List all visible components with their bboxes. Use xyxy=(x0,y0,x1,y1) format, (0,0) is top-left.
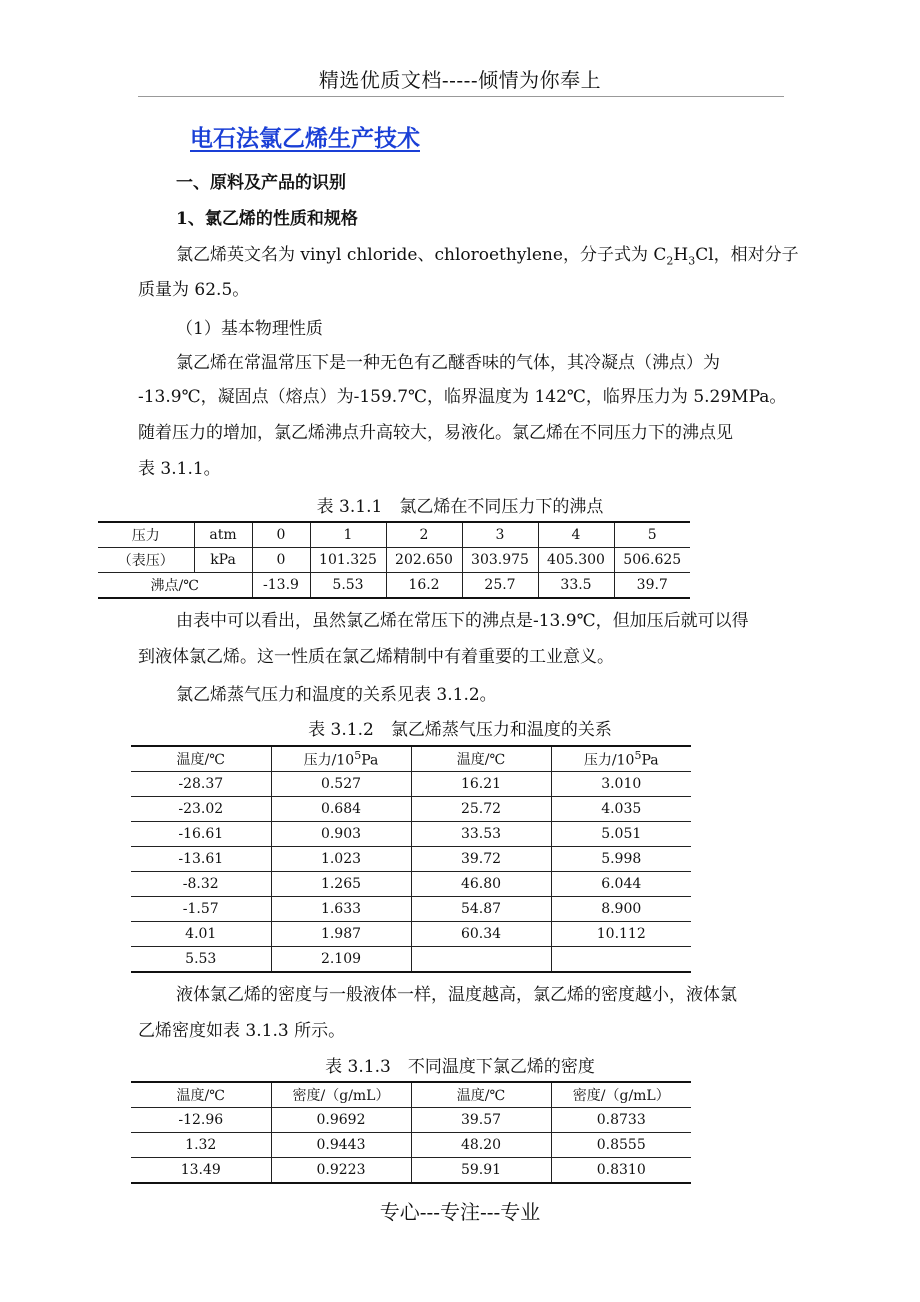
unit-cell: kPa xyxy=(194,548,252,573)
table-cell: 1.265 xyxy=(271,872,411,897)
table-cell: -16.61 xyxy=(131,822,271,847)
boiling-point-table xyxy=(98,521,690,599)
vapor-pressure-table xyxy=(131,745,691,973)
density-para-line-1: 液体氯乙烯的密度与一般液体一样，温度越高，氯乙烯的密度越小，液体氯 xyxy=(176,985,737,1005)
table-cell: 0.9692 xyxy=(271,1108,411,1133)
page-header: 精选优质文档-----倾情为你奉上 xyxy=(318,68,602,92)
table-cell: -13.9 xyxy=(252,573,310,599)
table-cell: 2 xyxy=(386,522,462,548)
physical-para-line-3: 随着压力的增加，氯乙烯沸点升高较大，易液化。氯乙烯在不同压力下的沸点见 xyxy=(138,423,733,443)
table-row xyxy=(131,822,691,847)
table-cell: 33.53 xyxy=(411,822,551,847)
table-cell: 6.044 xyxy=(551,872,691,897)
density-table xyxy=(131,1081,691,1184)
header-divider xyxy=(138,96,784,97)
col-header: 温度/℃ xyxy=(131,746,271,772)
table-header-row xyxy=(131,746,691,772)
table-cell: -28.37 xyxy=(131,772,271,797)
table-cell: 46.80 xyxy=(411,872,551,897)
density-para-line-2: 乙烯密度如表 3.1.3 所示。 xyxy=(138,1021,346,1041)
table-cell: 33.5 xyxy=(538,573,614,599)
table-cell: 0.9223 xyxy=(271,1158,411,1184)
table-cell: -13.61 xyxy=(131,847,271,872)
table-row xyxy=(131,1158,691,1184)
table-cell: 48.20 xyxy=(411,1133,551,1158)
table-cell: 1.32 xyxy=(131,1133,271,1158)
table-cell: 39.57 xyxy=(411,1108,551,1133)
table-row xyxy=(98,548,690,573)
table-row xyxy=(98,522,690,548)
table-cell: 202.650 xyxy=(386,548,462,573)
col-header: 温度/℃ xyxy=(411,1082,551,1108)
table-cell: 16.2 xyxy=(386,573,462,599)
table-cell: 5.53 xyxy=(310,573,386,599)
table-cell: 16.21 xyxy=(411,772,551,797)
document-title[interactable]: 电石法氯乙烯生产技术 xyxy=(190,125,420,152)
table-row xyxy=(131,922,691,947)
table-cell: 0 xyxy=(252,548,310,573)
table-cell: 0.8733 xyxy=(551,1108,691,1133)
after-t1-line-2: 到液体氯乙烯。这一性质在氯乙烯精制中有着重要的工业意义。 xyxy=(138,647,614,667)
table-cell: 101.325 xyxy=(310,548,386,573)
table-row xyxy=(131,872,691,897)
table-cell: 10.112 xyxy=(551,922,691,947)
table1-caption: 表 3.1.1 氯乙烯在不同压力下的沸点 xyxy=(316,497,604,517)
table-row xyxy=(131,847,691,872)
table-cell: -1.57 xyxy=(131,897,271,922)
table-cell: 25.7 xyxy=(462,573,538,599)
table2-caption: 表 3.1.2 氯乙烯蒸气压力和温度的关系 xyxy=(308,720,612,740)
table-cell: 506.625 xyxy=(614,548,690,573)
table-cell: 39.7 xyxy=(614,573,690,599)
table-cell xyxy=(551,947,691,973)
table-row xyxy=(131,947,691,973)
table-cell: 5 xyxy=(614,522,690,548)
table-cell: 0.9443 xyxy=(271,1133,411,1158)
table-cell: 8.900 xyxy=(551,897,691,922)
table-cell: 4.035 xyxy=(551,797,691,822)
table-cell: 0.903 xyxy=(271,822,411,847)
table-cell: 2.109 xyxy=(271,947,411,973)
pressure-label: （表压） xyxy=(98,548,194,573)
section-heading: 一、原料及产品的识别 xyxy=(176,173,346,193)
table-cell: 4 xyxy=(538,522,614,548)
intro-line-2: 质量为 62.5。 xyxy=(138,280,250,300)
col-header: 密度/（g/mL） xyxy=(271,1082,411,1108)
intro-line-1: 氯乙烯英文名为 vinyl chloride、chloroethylene，分子式为 $C_2H_3Cl$，相对分子 xyxy=(176,245,799,268)
after-t1-line-1: 由表中可以看出，虽然氯乙烯在常压下的沸点是-13.9℃，但加压后就可以得 xyxy=(176,611,749,631)
table-cell: 5.998 xyxy=(551,847,691,872)
physical-para-line-4: 表 3.1.1。 xyxy=(138,459,221,479)
table-row xyxy=(131,897,691,922)
table-cell: 1 xyxy=(310,522,386,548)
table3-caption: 表 3.1.3 不同温度下氯乙烯的密度 xyxy=(325,1057,595,1077)
col-header: 压力$/10^5Pa$ xyxy=(551,746,691,772)
basic-props-heading: （1）基本物理性质 xyxy=(176,319,323,339)
physical-para-line-1: 氯乙烯在常温常压下是一种无色有乙醚香味的气体，其冷凝点（沸点）为 xyxy=(176,353,720,373)
table-cell: 54.87 xyxy=(411,897,551,922)
table-cell: 5.53 xyxy=(131,947,271,973)
pressure-label: 压力 xyxy=(98,522,194,548)
boiling-point-label: 沸点/℃ xyxy=(98,573,252,599)
col-header: 温度/℃ xyxy=(131,1082,271,1108)
table-cell: 0.8310 xyxy=(551,1158,691,1184)
page-footer: 专心---专注---专业 xyxy=(379,1200,541,1224)
table-cell: 5.051 xyxy=(551,822,691,847)
col-header: 温度/℃ xyxy=(411,746,551,772)
table-row xyxy=(131,1133,691,1158)
table-cell: 4.01 xyxy=(131,922,271,947)
table-row xyxy=(131,1108,691,1133)
table-cell: 3 xyxy=(462,522,538,548)
table-row xyxy=(98,573,690,599)
table-cell: 39.72 xyxy=(411,847,551,872)
table-cell: 0.8555 xyxy=(551,1133,691,1158)
unit-cell: atm xyxy=(194,522,252,548)
table-cell: 25.72 xyxy=(411,797,551,822)
table-cell: -23.02 xyxy=(131,797,271,822)
table-cell xyxy=(411,947,551,973)
col-header: 压力$/10^5Pa$ xyxy=(271,746,411,772)
table-cell: 0.684 xyxy=(271,797,411,822)
table-header-row xyxy=(131,1082,691,1108)
table-cell: 13.49 xyxy=(131,1158,271,1184)
col-header: 密度/（g/mL） xyxy=(551,1082,691,1108)
table-cell: 303.975 xyxy=(462,548,538,573)
subsection-heading: 1、氯乙烯的性质和规格 xyxy=(176,209,358,229)
physical-para-line-2: -13.9℃，凝固点（熔点）为-159.7℃，临界温度为 142℃，临界压力为 5.29MPa。 xyxy=(138,387,787,407)
table-cell: 60.34 xyxy=(411,922,551,947)
table-cell: 405.300 xyxy=(538,548,614,573)
table-cell: 1.023 xyxy=(271,847,411,872)
table-cell: 0 xyxy=(252,522,310,548)
table-cell: -8.32 xyxy=(131,872,271,897)
vapor-para: 氯乙烯蒸气压力和温度的关系见表 3.1.2。 xyxy=(176,685,497,705)
table-cell: -12.96 xyxy=(131,1108,271,1133)
table-cell: 0.527 xyxy=(271,772,411,797)
table-row xyxy=(131,772,691,797)
table-cell: 1.987 xyxy=(271,922,411,947)
table-cell: 1.633 xyxy=(271,897,411,922)
table-cell: 3.010 xyxy=(551,772,691,797)
table-row xyxy=(131,797,691,822)
table-cell: 59.91 xyxy=(411,1158,551,1184)
